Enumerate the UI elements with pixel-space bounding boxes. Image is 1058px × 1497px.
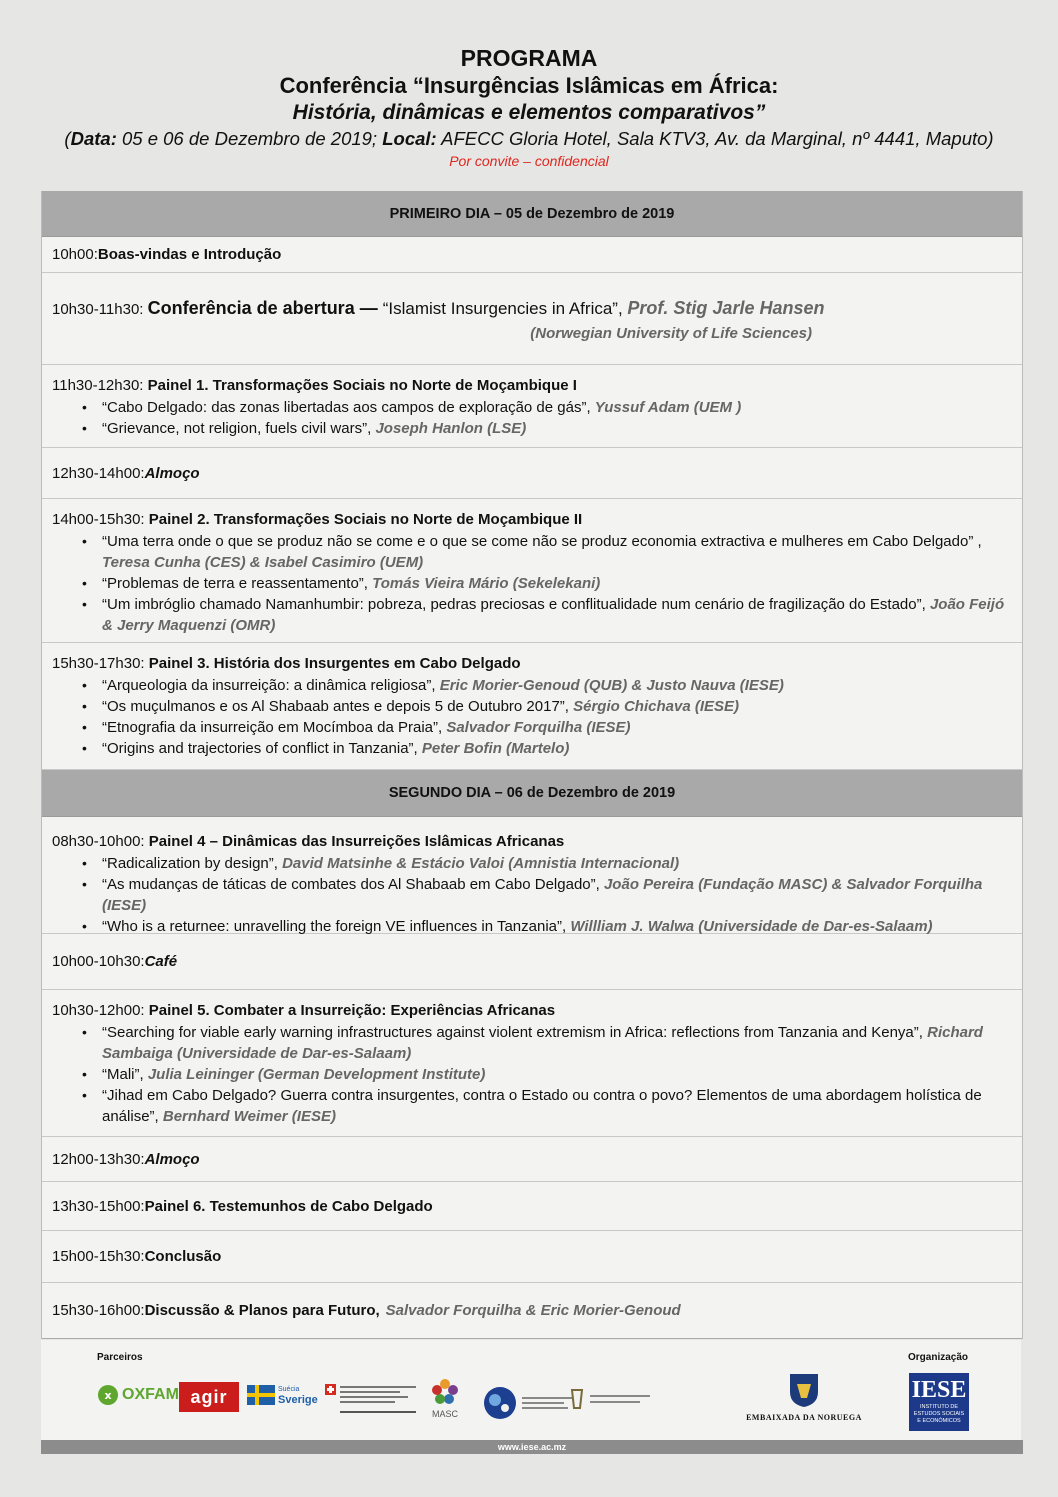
session-time: 10h30-12h00: bbox=[52, 1002, 149, 1019]
speaker-affiliation: (Norwegian University of Life Sciences) bbox=[530, 325, 812, 342]
session-welcome bbox=[42, 237, 1022, 273]
session-title: Painel 3. História dos Insurgentes em Cabo Delgado bbox=[148, 655, 521, 672]
session-time: 13h30-15h00: bbox=[52, 1197, 145, 1215]
list-item bbox=[102, 1022, 1012, 1064]
speaker: Bernhard Weimer (IESE) bbox=[162, 1108, 336, 1125]
oxfam-logo bbox=[97, 1384, 179, 1406]
speaker: Sérgio Chichava (IESE) bbox=[573, 698, 740, 715]
list-item bbox=[102, 853, 1012, 874]
ireland-text-lines bbox=[590, 1391, 650, 1407]
list-item bbox=[102, 675, 1012, 696]
speaker: Richard Sambaiga (Universidade de Dar-es-Salaam) bbox=[102, 1024, 983, 1062]
session-title: Painel 5. Combater a Insurreição: Experiências Africanas bbox=[148, 1002, 556, 1019]
swiss-text-lines bbox=[340, 1384, 416, 1413]
talk-title: “Cabo Delgado: das zonas libertadas aos campos de exploração de gás”, bbox=[102, 399, 595, 416]
speaker: Julia Leininger (German Development Institute) bbox=[147, 1066, 486, 1083]
session-title: Almoço bbox=[144, 464, 200, 482]
talk-list bbox=[52, 531, 1012, 636]
speaker: David Matsinhe & Estácio Valoi (Amnistia Internacional) bbox=[282, 855, 680, 872]
talk-title: “Origins and trajectories of conflict in Tanzania”, bbox=[102, 740, 422, 757]
speaker: Joseph Hanlon (LSE) bbox=[375, 420, 527, 437]
speaker: João Feijó & Jerry Maquenzi (OMR) bbox=[102, 596, 1005, 634]
sweden-flag-icon bbox=[247, 1385, 275, 1405]
session-panel2 bbox=[42, 499, 1022, 643]
talk-title: “Searching for viable early warning infrastructures against violent extremism in Africa: reflections from Tanzania and Kenya”, bbox=[102, 1024, 928, 1041]
talk-title: “Islamist Insurgencies in Africa”, bbox=[382, 299, 628, 318]
list-item bbox=[102, 717, 1012, 738]
location-value: AFECC Gloria Hotel, Sala KTV3, Av. da Marginal, nº 4441, Maputo) bbox=[436, 128, 994, 149]
document-header bbox=[0, 44, 1058, 170]
harp-icon bbox=[569, 1388, 585, 1410]
sweden-text bbox=[278, 1384, 318, 1406]
list-item bbox=[102, 531, 1012, 573]
session-time: 15h30-17h30: bbox=[52, 655, 149, 672]
sweden-logo bbox=[247, 1384, 318, 1406]
session-lunch1 bbox=[42, 448, 1022, 499]
paren: ( bbox=[64, 128, 71, 149]
session-time: 10h30-11h30: bbox=[52, 301, 148, 318]
speaker: Tomás Vieira Mário (Sekelekani) bbox=[372, 575, 601, 592]
speaker: Willliam J. Walwa (Universidade de Dar-es-Salaam) bbox=[570, 918, 933, 935]
website-bar bbox=[41, 1440, 1023, 1454]
oxfam-text: OXFAM bbox=[122, 1386, 179, 1403]
talk-title: “Os muçulmanos e os Al Shabaab antes e depois 5 de Outubro 2017”, bbox=[102, 698, 574, 715]
ireland-embassy-logo bbox=[569, 1388, 650, 1410]
list-item bbox=[102, 874, 1012, 916]
masc-text: MASC bbox=[431, 1409, 458, 1419]
session-time: 14h00-15h30: bbox=[52, 511, 149, 528]
talk-title: “Jihad em Cabo Delgado? Guerra contra insurgentes, contra o Estado ou contra o povo? Elementos de uma abordagem holística de análise”, bbox=[102, 1087, 982, 1125]
talk-list bbox=[52, 853, 1012, 937]
session-title: Painel 2. Transformações Sociais no Norte de Moçambique II bbox=[148, 511, 583, 528]
organization-label: Organização bbox=[908, 1352, 969, 1363]
swiss-logo bbox=[325, 1384, 416, 1413]
talk-list bbox=[52, 1022, 1012, 1127]
session-title: Discussão & Planos para Futuro, bbox=[144, 1302, 380, 1319]
talk-title: “Etnografia da insurreição em Mocímboa da Praia”, bbox=[102, 719, 447, 736]
date-label: Data: bbox=[70, 128, 117, 149]
session-title: Boas-vindas e Introdução bbox=[97, 246, 282, 263]
day1-heading: PRIMEIRO DIA – 05 de Dezembro de 2019 bbox=[389, 205, 675, 222]
confidential-note: Por convite – confidencial bbox=[449, 153, 609, 169]
session-lunch2 bbox=[42, 1137, 1022, 1182]
session-panel4 bbox=[42, 817, 1022, 934]
speaker: Salvador Forquilha & Eric Morier-Genoud bbox=[385, 1302, 681, 1319]
session-panel1 bbox=[42, 365, 1022, 448]
talk-title: “Who is a returnee: unravelling the foreign VE influences in Tanzania”, bbox=[102, 918, 571, 935]
swiss-cross-icon bbox=[325, 1384, 336, 1395]
day2-heading: SEGUNDO DIA – 06 de Dezembro de 2019 bbox=[388, 785, 676, 801]
sponsor-footer bbox=[41, 1340, 1021, 1440]
sweden-small: Suécia bbox=[278, 1386, 300, 1393]
talk-list bbox=[52, 675, 1012, 759]
session-panel6 bbox=[42, 1182, 1022, 1231]
session-panel5 bbox=[42, 990, 1022, 1137]
list-item bbox=[102, 418, 1012, 439]
session-title: Almoço bbox=[144, 1150, 200, 1168]
norway-text: EMBAIXADA DA NORUEGA bbox=[746, 1413, 862, 1422]
date-location bbox=[0, 126, 1058, 152]
date-value: 05 e 06 de Dezembro de 2019; bbox=[116, 128, 383, 149]
session-time: 15h30-16h00: bbox=[52, 1302, 145, 1319]
conference-subtitle: História, dinâmicas e elementos comparativos” bbox=[292, 101, 766, 124]
session-time: 11h30-12h30: bbox=[52, 377, 148, 394]
list-item bbox=[102, 916, 1012, 937]
talk-title: “As mudanças de táticas de combates dos Al Shabaab em Cabo Delgado”, bbox=[102, 876, 604, 893]
globe-icon bbox=[483, 1386, 517, 1420]
norway-embassy-logo bbox=[739, 1372, 869, 1422]
list-item bbox=[102, 397, 1012, 418]
program-title: PROGRAMA bbox=[460, 45, 598, 71]
iese-logo bbox=[909, 1373, 969, 1431]
session-title: Painel 1. Transformações Sociais no Norte de Moçambique I bbox=[147, 377, 577, 394]
list-item bbox=[102, 594, 1012, 636]
session-time: 15h00-15h30: bbox=[52, 1248, 145, 1265]
sweden-name: Sverige bbox=[278, 1394, 318, 1406]
speaker: Yussuf Adam (UEM ) bbox=[594, 399, 742, 416]
session-time: 12h30-14h00: bbox=[52, 464, 145, 482]
speaker: Salvador Forquilha (IESE) bbox=[446, 719, 631, 736]
speaker: Peter Bofin (Martelo) bbox=[421, 740, 570, 757]
session-conclusion bbox=[42, 1231, 1022, 1283]
location-label: Local: bbox=[382, 128, 437, 149]
day1-header bbox=[42, 191, 1022, 237]
talk-title: “Problemas de terra e reassentamento”, bbox=[102, 575, 373, 592]
agir-logo bbox=[179, 1382, 239, 1412]
session-panel3 bbox=[42, 643, 1022, 770]
session-title: Conferência de abertura — bbox=[147, 298, 383, 318]
session-time: 10h00-10h30: bbox=[52, 953, 145, 970]
session-time: 12h00-13h30: bbox=[52, 1150, 145, 1168]
session-discussion bbox=[42, 1283, 1022, 1339]
partners-label: Parceiros bbox=[97, 1352, 143, 1363]
list-item bbox=[102, 1064, 1012, 1085]
session-title: Painel 4 – Dinâmicas das Insurreições Islâmicas Africanas bbox=[148, 833, 565, 850]
iese-text: IESE bbox=[911, 1377, 967, 1403]
talk-title: “Grievance, not religion, fuels civil wars”, bbox=[102, 420, 376, 437]
talk-title: “Uma terra onde o que se produz não se come e o que se come não se produz economia extractiva e mulheres em Cabo Delgado” , bbox=[102, 533, 982, 550]
oxfam-icon bbox=[97, 1384, 119, 1406]
session-keynote bbox=[42, 273, 1022, 365]
session-time: 10h00: bbox=[52, 246, 98, 263]
masc-logo bbox=[427, 1378, 463, 1419]
svg-text:x: x bbox=[104, 1389, 112, 1402]
website-link[interactable]: www.iese.ac.mz bbox=[497, 1442, 567, 1452]
iese-subtext: INSTITUTO DE ESTUDOS SOCIAIS E ECONÓMICOS bbox=[913, 1404, 965, 1424]
session-title: Conclusão bbox=[144, 1248, 222, 1265]
norway-crest-icon bbox=[787, 1372, 821, 1408]
list-item bbox=[102, 573, 1012, 594]
talk-title: “Radicalization by design”, bbox=[102, 855, 283, 872]
day2-header bbox=[42, 770, 1022, 817]
list-item bbox=[102, 696, 1012, 717]
talk-title: “Mali”, bbox=[102, 1066, 148, 1083]
session-title: Painel 6. Testemunhos de Cabo Delgado bbox=[144, 1197, 433, 1215]
speaker: Prof. Stig Jarle Hansen bbox=[627, 298, 825, 318]
conference-title: Conferência “Insurgências Islâmicas em África: bbox=[279, 73, 779, 98]
speaker: Teresa Cunha (CES) & Isabel Casimiro (UEM) bbox=[102, 554, 424, 571]
list-item bbox=[102, 1085, 1012, 1127]
session-title: Café bbox=[144, 953, 178, 970]
list-item bbox=[102, 738, 1012, 759]
program-table bbox=[41, 191, 1023, 1339]
speaker: João Pereira (Fundação MASC) & Salvador Forquilha (IESE) bbox=[102, 876, 983, 914]
agir-text: agir bbox=[190, 1386, 228, 1407]
speaker: Eric Morier-Genoud (QUB) & Justo Nauva (IESE) bbox=[439, 677, 784, 694]
talk-list bbox=[52, 397, 1012, 439]
partner-circle-logo bbox=[483, 1386, 572, 1420]
session-time: 08h30-10h00: bbox=[52, 833, 149, 850]
partner-circle-text-lines bbox=[522, 1394, 572, 1412]
masc-flower-icon bbox=[431, 1378, 459, 1404]
talk-title: “Um imbróglio chamado Namanhumbir: pobreza, pedras preciosas e conflitualidade num cenário de fragilização do Estado”, bbox=[102, 596, 930, 613]
session-coffee bbox=[42, 934, 1022, 990]
talk-title: “Arqueologia da insurreição: a dinâmica religiosa”, bbox=[102, 677, 440, 694]
